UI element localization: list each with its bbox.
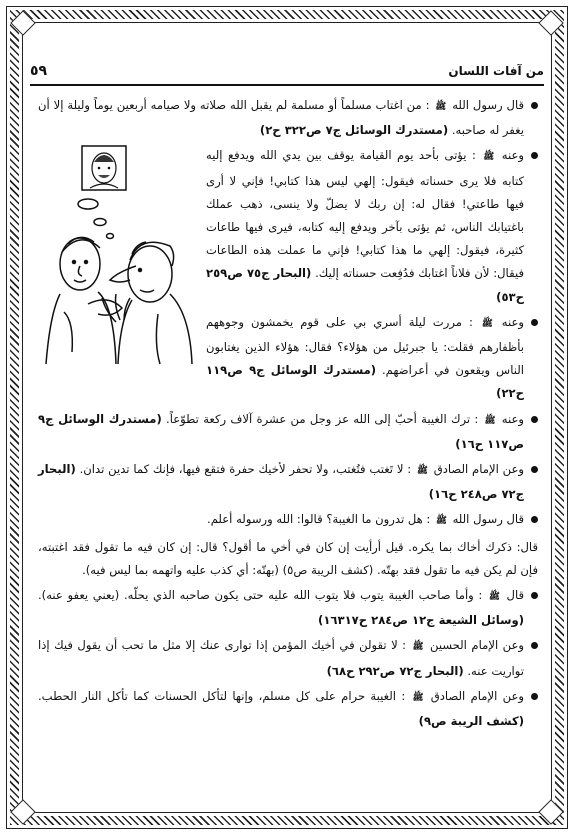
bullet-icon <box>531 516 538 523</box>
hadith-item <box>38 685 538 733</box>
hadith-text: : لا تَغتب فتُغتب، ولا تحفر لأخيك حفرة فتقع فيها، فإنك كما تدين تدان. <box>79 462 412 477</box>
hadith-item <box>38 634 538 682</box>
hadith-text: : الغيبة حرام على كل مسلم، وإنها لتأكل الحسنات كما تأكل النار الحطب. <box>38 688 406 703</box>
hadith-reference: (مستدرك الوسائل ج٧ ص٣٢٢ ح٢) <box>259 123 449 138</box>
hadith-reference: (مستدرك الوسائل ج٩ ص١١٩ ح٢٢) <box>206 363 524 401</box>
honorific-glyph: ﷺ <box>436 516 447 527</box>
bullet-icon <box>531 693 538 700</box>
hadith-text: : هل تدرون ما الغيبة؟ قالوا: الله ورسوله أعلم. <box>207 512 431 527</box>
running-header <box>30 60 544 82</box>
hadith-lead: وعنه <box>501 148 524 163</box>
honorific-glyph: ﷺ <box>483 152 495 163</box>
hadith-item <box>38 94 538 142</box>
hadith-lead: وعن الإمام الصادق <box>433 462 524 477</box>
hadith-lead: قال <box>506 588 525 603</box>
hadith-item <box>38 584 538 632</box>
hadith-text: : مررت ليلة أسري بي على قوم يخمشون وجوههم بأظفارهم فقلت: يا جبرئيل من هؤلاء؟ فقال: هؤلاء الذين يغتابون الناس ويقعون في أعراضهم. <box>206 314 524 378</box>
bullet-icon <box>531 466 538 473</box>
page-body <box>38 94 538 795</box>
honorific-glyph: ﷺ <box>481 318 493 329</box>
hadith-continuation <box>38 536 538 582</box>
honorific-glyph: ﷺ <box>412 692 424 703</box>
hadith-reference: (مستدرك الوسائل ج٩ ص١١٧ ح١٦) <box>38 411 524 451</box>
hadith-item <box>38 408 538 456</box>
hadith-reference: (البحار ج٧٥ ص٢٥٩ ح٥٣) <box>206 266 524 304</box>
header-rule <box>30 84 544 86</box>
hadith-text: قال: ذكرك أخاك بما يكره. قيل أرأيت إن كان في أخي ما أقول؟ قال: إن كان فيه ما تقول فقد اغتبته، فإن لم يكن فيه ما تقول فقد بهتّه. (كشف الريبة ص٥) (بهتّه: أي كذب عليه واتهمه بما ليس فيه). <box>38 539 538 577</box>
running-title: من آفات اللسان <box>448 64 544 78</box>
hadith-reference: (البحار ج٧٢ ص٢٤٨ ح١٦) <box>38 462 524 502</box>
honorific-glyph: ﷺ <box>417 466 428 477</box>
hadith-item <box>38 311 538 406</box>
hadith-text: : من اغتاب مسلماً أو مسلمة لم يقبل الله صلاته ولا صيامه أربعين يوماً وليلة إلا أن يغفر له صاحبه. <box>38 98 524 138</box>
bullet-icon <box>531 416 538 423</box>
bullet-icon <box>531 592 538 599</box>
hadith-lead: وعنه <box>501 314 524 329</box>
honorific-glyph: ﷺ <box>435 102 447 112</box>
hadith-item <box>38 144 538 308</box>
hadith-reference: (كشف الريبة ص٩) <box>418 714 524 729</box>
hadith-text: : ترك الغيبة أحبّ إلى الله عز وجل من عشرة آلاف ركعة تطوّعاً. <box>166 411 479 426</box>
page-number: ٥٩ <box>30 63 48 79</box>
hadith-item <box>38 508 538 533</box>
hadith-lead: وعن الإمام الحسين <box>430 638 525 653</box>
hadith-lead: وعنه <box>501 411 524 426</box>
honorific-glyph: ﷺ <box>484 415 496 426</box>
hadith-reference: (وسائل الشيعة ج١٢ ص٢٨٤ ح١٦٣١٧) <box>318 613 524 628</box>
hadith-lead: وعن الإمام الصادق <box>430 688 525 703</box>
hadith-text: : لا تقولن في أخيك المؤمن إذا توارى عنك إلا مثل ما تحب أن يقول فيك إذا تواريت عنه. <box>38 638 524 678</box>
hadith-lead: قال رسول الله <box>452 98 525 112</box>
bullet-icon <box>531 642 538 649</box>
hadith-reference: (البحار ج٧٢ ص٢٩٢ ح٦٨) <box>326 663 464 678</box>
hadith-text: : وأما صاحب الغيبة يتوب فلا يتوب الله عليه حتى يكون صاحبه الذي يحلّه. (يعني يعفو عنه). <box>38 588 483 603</box>
honorific-glyph: ﷺ <box>488 592 500 603</box>
bullet-icon <box>531 319 538 326</box>
hadith-item <box>38 458 538 506</box>
bullet-icon <box>531 102 538 109</box>
hadith-text: : يؤتى بأحد يوم القيامة يوقف بين يدي الله ويدفع إليه كتابه فلا يرى حسناته فيقول: إلهي ليس هذا كتابي! فإني لا أرى فيها طاعتي! فقال له: إن ربك لا يضلّ ولا ينسى، ذهب عملك باغتيابك الناس، ثم يؤتى بآخر ويدفع إليه كتابه، فيرى فيها طاعات كثيرة، فيقول: إلهي ما هذا كتابي! فإني ما عملت هذه الطاعات فيقال: لأن فلاناً اغتابك فدُفِعت حسناته إليك. <box>206 148 524 281</box>
honorific-glyph: ﷺ <box>412 642 424 653</box>
hadith-lead: قال رسول الله <box>452 512 524 527</box>
bullet-icon <box>531 152 538 159</box>
